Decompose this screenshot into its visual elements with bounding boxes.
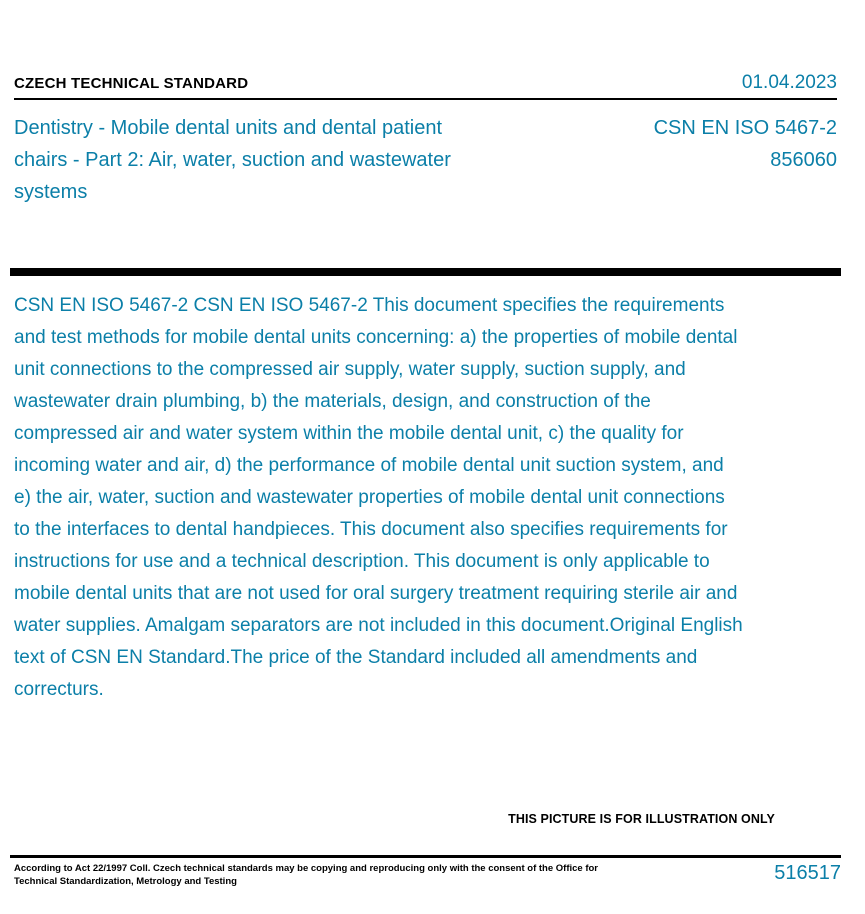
illustration-disclaimer: THIS PICTURE IS FOR ILLUSTRATION ONLY: [508, 812, 775, 826]
catalog-number: 856060: [770, 149, 837, 171]
footer-divider: [10, 855, 841, 858]
document-codes: [654, 112, 837, 176]
document-header: [14, 72, 837, 94]
footer-legal-note: According to Act 22/1997 Coll. Czech technical standards may be copying and reproducing only with the consent of the Office for Technical Standardization, Metrology and Testing: [14, 863, 598, 887]
abstract-text: CSN EN ISO 5467-2 CSN EN ISO 5467-2 This document specifies the requirements and test methods for mobile dental units concerning: a) the properties of mobile dental unit connections to the compressed air supply, water supply, suction supply, and wastewater drain plumbing, b) the materials, design, and construction of the compressed air and water system within the mobile dental unit, c) the quality for incoming water and air, d) the performance of mobile dental unit suction system, and e) the air, water, suction and wastewater properties of mobile dental unit connections to the interfaces to dental handpieces. This document also specifies requirements for instructions for use and a technical description. This document is only applicable to mobile dental units that are not used for oral surgery treatment requiring sterile air and water supplies. Amalgam separators are not included in this document.Original English text of CSN EN Standard.The price of the Standard included all amendments and correcturs.: [14, 295, 743, 700]
title-block: [14, 112, 837, 208]
footer-order-code: 516517: [774, 862, 841, 884]
section-divider: [10, 268, 841, 276]
standard-kind-label: CZECH TECHNICAL STANDARD: [14, 75, 249, 92]
document-footer: [14, 862, 841, 888]
header-divider: [14, 98, 837, 100]
standard-designation: CSN EN ISO 5467-2: [653, 117, 837, 139]
standard-date: 01.04.2023: [741, 72, 837, 93]
abstract-section: [14, 290, 745, 706]
page-title: Dentistry - Mobile dental units and dental patient chairs - Part 2: Air, water, suction and wastewater systems: [14, 117, 451, 203]
